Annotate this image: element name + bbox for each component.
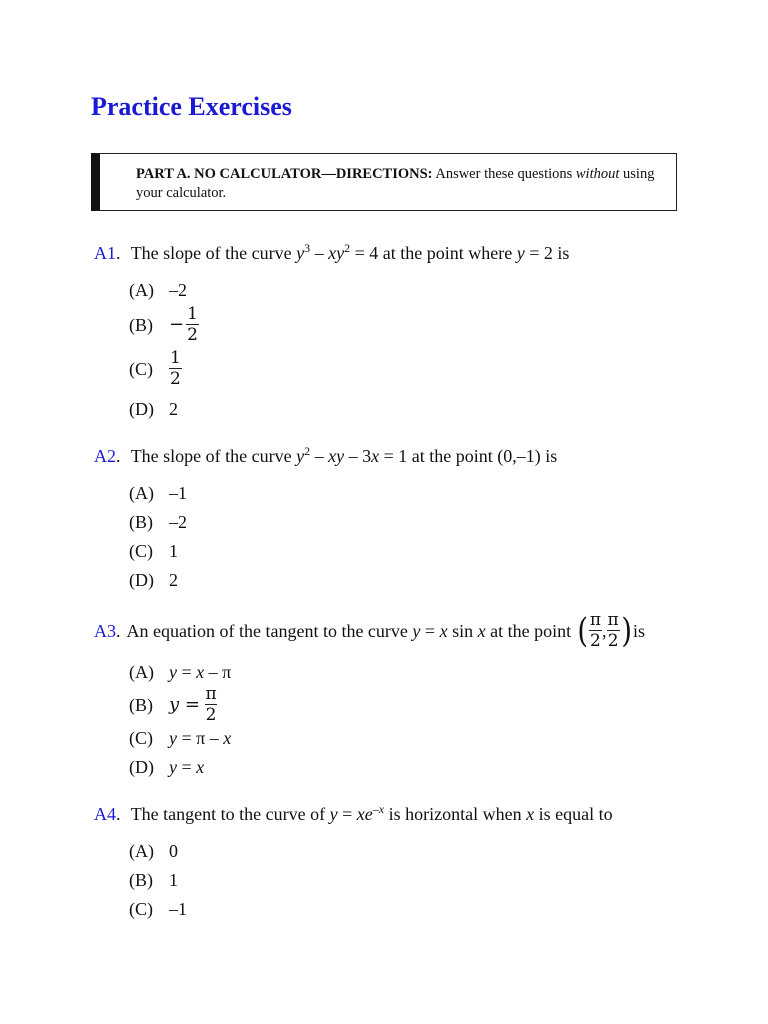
question-number: A2	[94, 446, 116, 466]
question-stem: The slope of the curve $y^2$ – xy – 3x = 1 at the point (0,–1) is	[130, 444, 558, 466]
choice-label: (B)	[129, 512, 153, 532]
question-a1: A1. The slope of the curve $y^3 - xy^2 = 4$ at the point where y = 2 is	[94, 241, 570, 263]
choice-a1-a	[129, 278, 187, 302]
fraction: $\frac{\pi}{2}$	[205, 684, 217, 725]
choice-label: (B)	[129, 694, 153, 715]
choice-a2-d	[129, 568, 178, 592]
choice-value: y = π – x	[169, 728, 232, 748]
choice-a3-b	[129, 684, 218, 725]
directions-lead: PART A. NO CALCULATOR—DIRECTIONS:	[136, 166, 433, 182]
choice-label: (C)	[129, 728, 153, 748]
choice-a2-a	[129, 481, 187, 505]
question-stem: The tangent to the curve of $y = xe^{-x}$ is horizontal when x is equal to	[130, 802, 613, 824]
choice-a4-a	[129, 839, 178, 863]
fraction: $\frac{1}{2}$	[187, 304, 198, 345]
question-a4: A4. The tangent to the curve of $y = xe^{-x}$ is horizontal when x is equal to	[94, 802, 613, 824]
choice-label: (C)	[129, 358, 153, 379]
choice-label: (B)	[129, 870, 153, 890]
choice-value: y =	[169, 693, 200, 715]
choice-value: –2	[169, 512, 187, 532]
choice-a1-c	[129, 348, 182, 389]
question-number: A3	[94, 620, 116, 641]
question-a2: A2. The slope of the curve $y^2$ – xy – 3x = 1 at the point (0,–1) is	[94, 444, 558, 466]
choice-value: 0	[169, 841, 178, 861]
choice-a3-a	[129, 660, 231, 684]
choice-a4-c	[129, 897, 187, 921]
minus-sign: −	[169, 313, 185, 335]
choice-label: (D)	[129, 757, 154, 777]
choice-a3-c	[129, 726, 231, 750]
page-title: Practice Exercises	[91, 92, 292, 121]
directions-box	[91, 153, 677, 211]
fraction: $\frac{\pi}{2}$	[589, 610, 602, 651]
question-number: A1	[94, 243, 116, 263]
choice-value: 2	[169, 570, 178, 590]
directions-text-before: Answer these questions	[435, 166, 573, 182]
choice-a3-d	[129, 755, 204, 779]
choice-a2-c	[129, 539, 178, 563]
choice-value: –2	[169, 280, 187, 300]
choice-label: (C)	[129, 541, 153, 561]
fraction: $\frac{\pi}{2}$	[607, 610, 619, 651]
question-stem: An equation of the tangent to the curve y = x sin x at the point	[126, 620, 576, 641]
choice-label: (A)	[129, 662, 154, 682]
choice-value: –1	[169, 899, 187, 919]
choice-label: (D)	[129, 399, 154, 419]
choice-value: 1	[169, 541, 178, 561]
choice-a2-b	[129, 510, 187, 534]
choice-label: (A)	[129, 483, 154, 503]
choice-value: y = x	[169, 757, 205, 777]
choice-a1-b	[129, 304, 199, 345]
question-stem: The slope of the curve $y^3 - xy^2 = 4$ at the point where y = 2 is	[130, 241, 570, 263]
choice-value: y = x – π	[169, 662, 232, 682]
directions-text-after: using your calculator.	[136, 166, 655, 201]
choice-label: (D)	[129, 570, 154, 590]
question-a3: A3 . An equation of the tangent to the curve y = x sin x at the point ( $\frac{\pi}{2}$ , $\frac{\pi}{2}$ ) is	[94, 610, 645, 651]
choice-value: –1	[169, 483, 187, 503]
choice-label: (A)	[129, 841, 154, 861]
question-number: A4	[94, 804, 116, 824]
choice-a1-d	[129, 397, 178, 421]
directions-emphasis: without	[575, 166, 620, 182]
fraction: $\frac{1}{2}$	[170, 348, 181, 389]
choice-value: 2	[169, 399, 178, 419]
choice-label: (C)	[129, 899, 153, 919]
choice-label: (A)	[129, 280, 154, 300]
choice-a4-b	[129, 868, 178, 892]
choice-value: 1	[169, 870, 178, 890]
choice-label: (B)	[129, 314, 153, 335]
